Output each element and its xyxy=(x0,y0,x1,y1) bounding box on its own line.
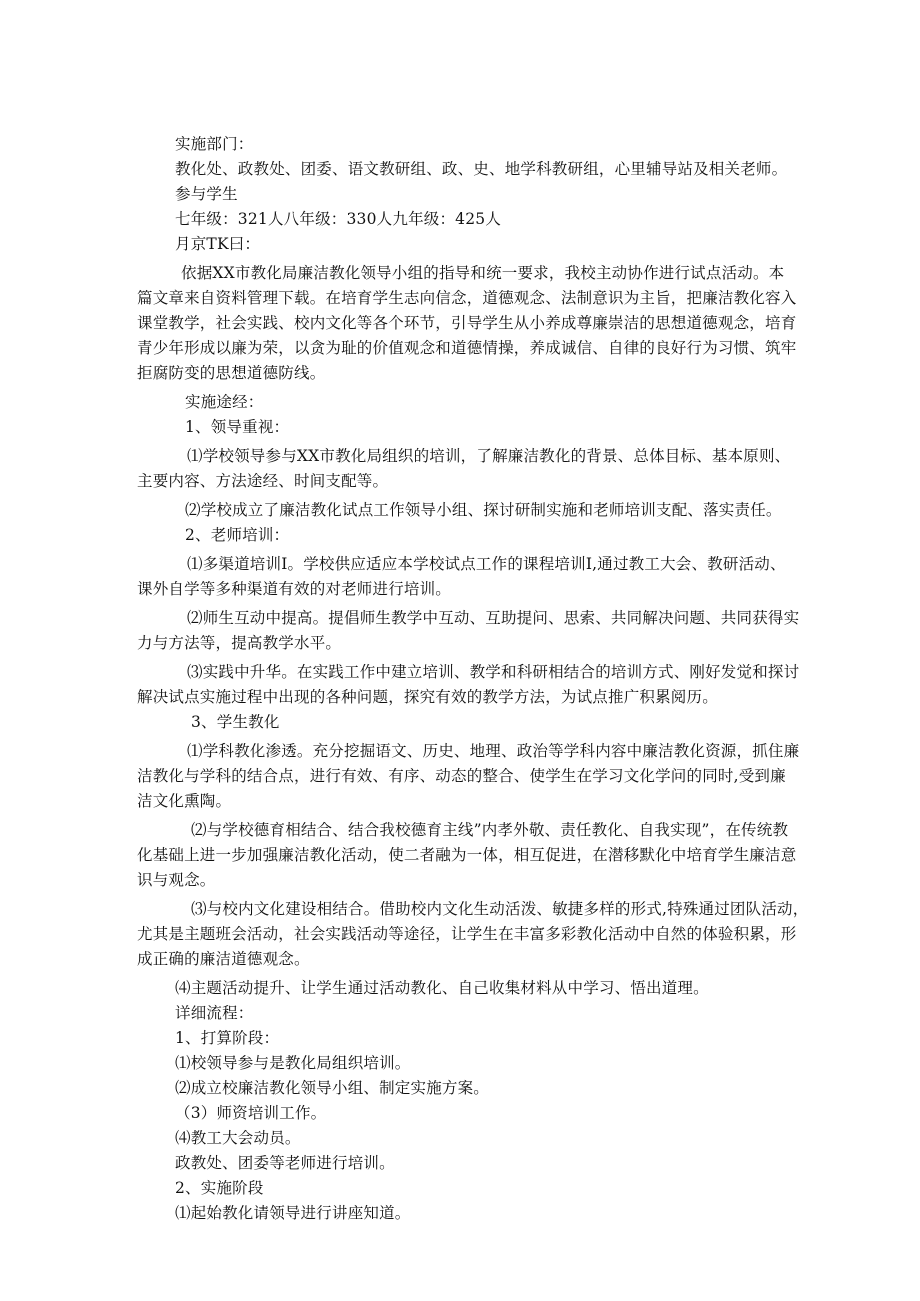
text-line: ⑴起始教化请领导进行讲座知道。 xyxy=(175,1204,411,1222)
text-line: 2、实施阶段 xyxy=(175,1179,264,1197)
text-line: 依据XX市教化局廉洁教化领导小组的指导和统一要求，我校主动协作进行试点活动。本 xyxy=(181,264,785,282)
text-line: 七年级：321人八年级：330人九年级：425人 xyxy=(175,210,502,228)
text-line: ⑶实践中升华。在实践工作中建立培训、教学和科研相结合的培训方式、刚好发觉和探讨 xyxy=(187,663,800,681)
text-line: 1、打算阶段： xyxy=(175,1029,280,1047)
text-line: 解决试点实施过程中出现的各种问题，探究有效的教学方法，为试点推广积累阅历。 xyxy=(137,688,718,706)
text-line: ⑵与学校德育相结合、结合我校德育主线”内孝外敬、责任教化、自我实现”，在传统教 xyxy=(191,821,789,839)
text-line: 月京TK曰： xyxy=(175,235,261,253)
text-line: 篇文章来自资料管理下载。在培育学生志向信念，道德观念、法制意识为主旨，把廉洁教化容入 xyxy=(137,289,797,307)
text-line: 实施途经： xyxy=(185,393,264,411)
text-line: 教化处、政教处、团委、语文教研组、政、史、地学科教研组，心里辅导站及相关老师。 xyxy=(175,160,788,178)
text-line: 青少年形成以廉为荣，以贪为耻的价值观念和道德情操，养成诚信、自律的良好行为习惯、筑牢 xyxy=(137,339,797,357)
text-line: （3）师资培训工作。 xyxy=(175,1104,327,1122)
text-line: 洁文化熏陶。 xyxy=(137,792,232,810)
text-line: ⑴学校领导参与XX市教化局组织的培训，了解廉洁教化的背景、总体目标、基本原则、 xyxy=(187,447,791,465)
text-line: 参与学生 xyxy=(175,185,238,203)
text-line: 洁教化与学科的结合点，进行有效、有序、动态的整合、使学生在学习文化学问的同时,受到廉 xyxy=(137,767,786,785)
text-line: 拒腐防变的思想道德防线。 xyxy=(137,364,326,382)
text-line: 政教处、团委等老师进行培训。 xyxy=(175,1154,395,1172)
text-line: ⑵师生互动中提高。提倡师生教学中互动、互助提问、思索、共同解决问题、共同获得实 xyxy=(187,609,800,627)
text-line: 力与方法等，提高教学水平。 xyxy=(137,634,342,652)
text-line: 尤其是主题班会活动，社会实践活动等途径，让学生在丰富多彩教化活动中自然的体验积累，形 xyxy=(137,925,797,943)
text-line: 详细流程： xyxy=(175,1004,254,1022)
text-line: ⑴学科教化渗透。充分挖掘语文、历史、地理、政治等学科内容中廉洁教化资源，抓住廉 xyxy=(187,742,800,760)
text-line: 化基础上进一步加强廉洁教化活动，使二者融为一体，相互促进，在潜移默化中培育学生廉洁意 xyxy=(137,846,797,864)
text-line: ⑶与校内文化建设相结合。借助校内文化生动活泼、敏捷多样的形式,特殊通过团队活动， xyxy=(191,900,809,918)
text-line: 主要内容、方法途经、时间支配等。 xyxy=(137,472,389,490)
text-line: ⑵成立校廉洁教化领导小组、制定实施方案。 xyxy=(175,1079,490,1097)
text-line: 1、领导重视： xyxy=(185,418,290,436)
text-line: ⑷主题活动提升、让学生通过活动教化、自己收集材料从中学习、悟出道理。 xyxy=(175,979,709,997)
text-line: 课堂教学，社会实践、校内文化等各个环节，引导学生从小养成尊廉崇洁的思想道德观念，培育 xyxy=(137,314,797,332)
text-line: 实施部门： xyxy=(175,135,254,153)
text-line: 课外自学等多种渠道有效的对老师进行培训。 xyxy=(137,580,452,598)
text-line: 2、老师培训： xyxy=(185,526,290,544)
text-line: 3、学生教化 xyxy=(191,713,280,731)
text-line: ⑴多渠道培训Ⅰ。学校供应适应本学校试点工作的课程培训Ⅰ,通过教工大会、教研活动、 xyxy=(187,555,786,573)
text-line: ⑵学校成立了廉洁教化试点工作领导小组、探讨研制实施和老师培训支配、落实责任。 xyxy=(185,501,782,519)
text-line: 成正确的廉洁道德观念。 xyxy=(137,950,310,968)
text-line: ⑷教工大会动员。 xyxy=(175,1129,301,1147)
text-line: 识与观念。 xyxy=(137,871,216,889)
text-line: ⑴校领导参与是教化局组织培训。 xyxy=(175,1054,411,1072)
document-body xyxy=(137,132,809,1226)
